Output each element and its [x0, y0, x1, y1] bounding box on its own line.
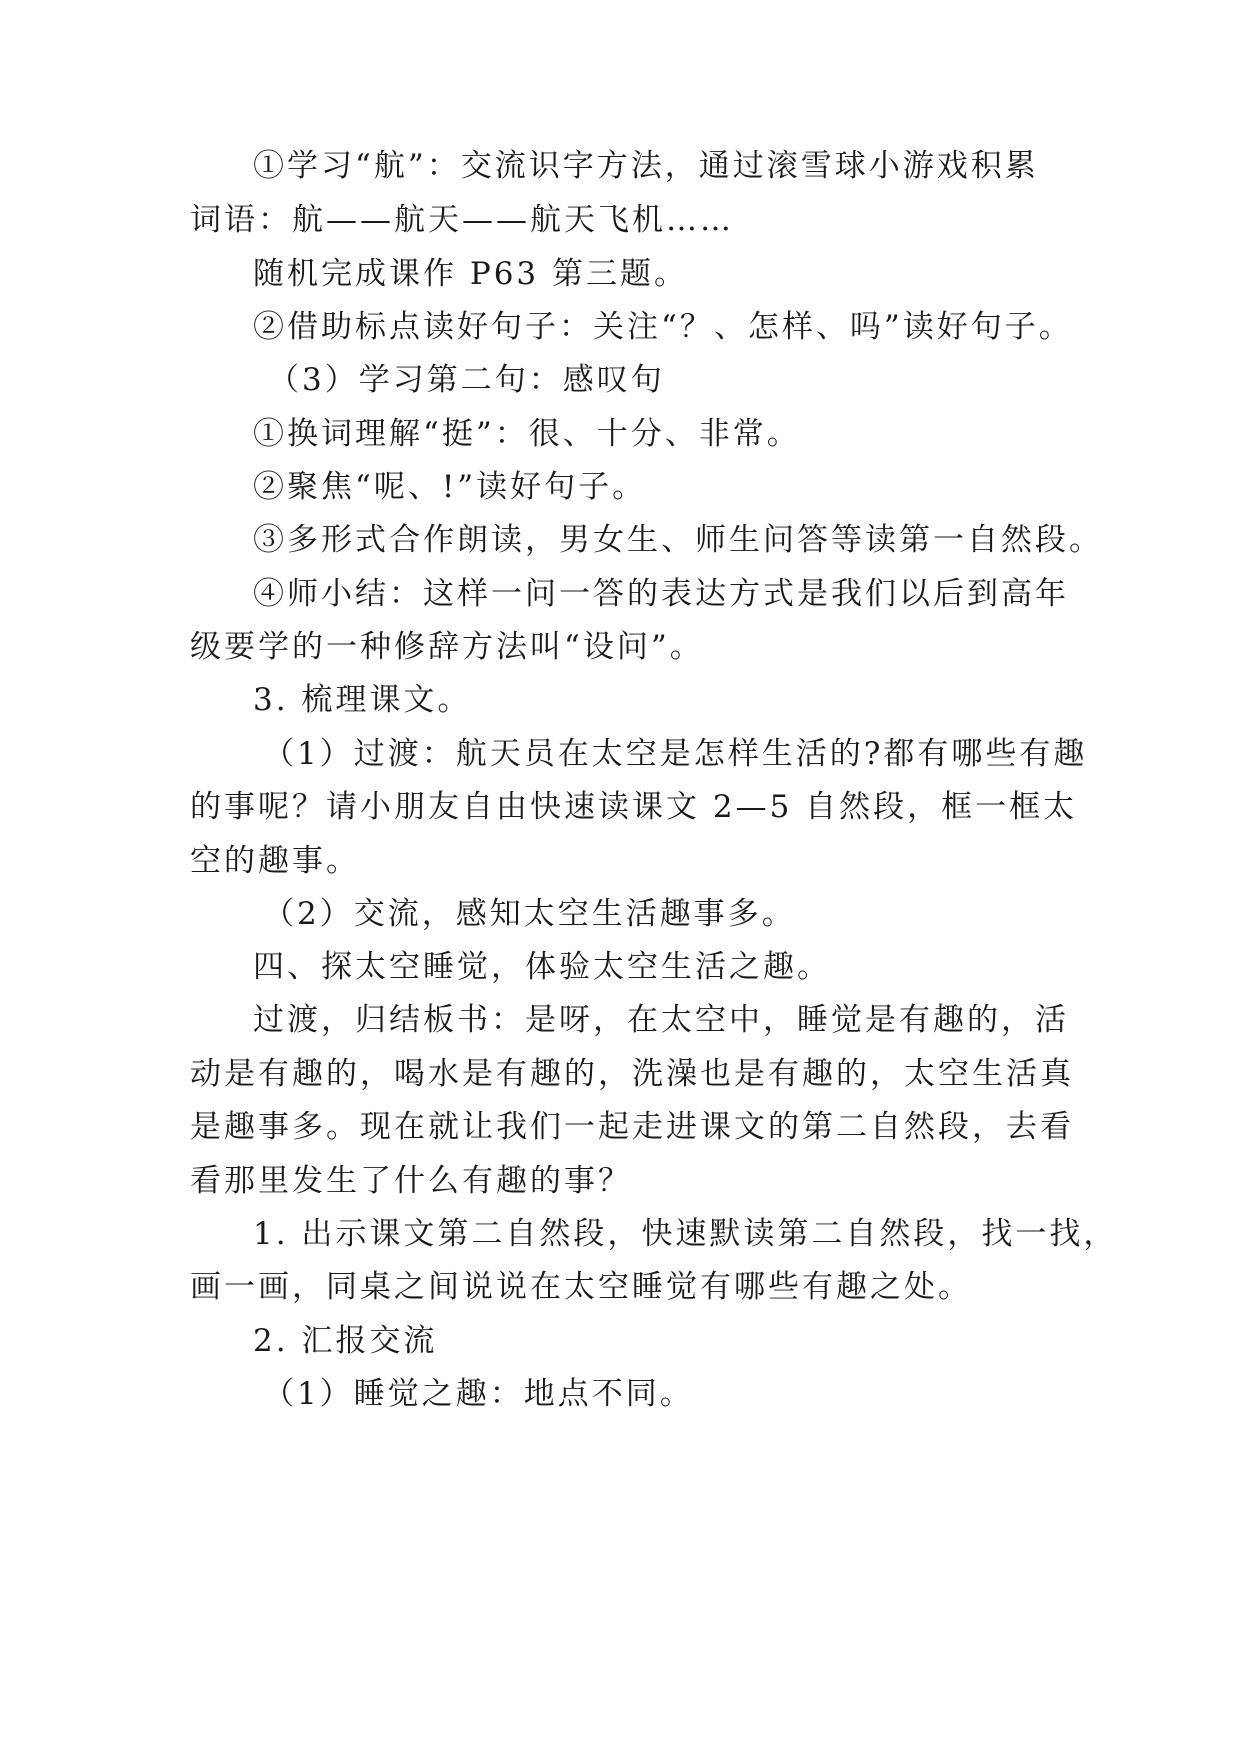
- text-line: ②借助标点读好句子：关注“？、怎样、吗”读好句子。: [253, 309, 1073, 345]
- text-line: 的事呢？请小朋友自由快速读课文 2—5 自然段，框一框太: [190, 789, 1078, 825]
- text-line: 画一画，同桌之间说说在太空睡觉有哪些有趣之处。: [190, 1269, 972, 1305]
- text-line: 动是有趣的，喝水是有趣的，洗澡也是有趣的，太空生活真: [190, 1056, 1074, 1092]
- text-line: 是趣事多。现在就让我们一起走进课文的第二自然段，去看: [190, 1109, 1074, 1145]
- section-heading: 2. 汇报交流: [253, 1323, 438, 1359]
- text-line: （2）交流，感知太空生活趣事多。: [263, 896, 796, 932]
- text-line: 随机完成课作 P63 第三题。: [253, 256, 689, 292]
- text-line: ③多形式合作朗读，男女生、师生问答等读第一自然段。: [253, 522, 1103, 558]
- text-line: （3）学习第二句：感叹句: [268, 362, 665, 398]
- text-line: 过渡，归结板书：是呀，在太空中，睡觉是有趣的，活: [253, 1002, 1069, 1038]
- section-heading: 四、探太空睡觉，体验太空生活之趣。: [253, 949, 831, 985]
- text-line: ②聚焦“呢、!”读好句子。: [253, 469, 647, 505]
- text-line: ①学习“航”：交流识字方法，通过滚雪球小游戏积累: [253, 148, 1039, 184]
- text-line: 看那里发生了什么有趣的事？: [190, 1163, 632, 1199]
- text-line: 级要学的一种修辞方法叫“设问”。: [190, 629, 704, 665]
- text-line: （1）过渡：航天员在太空是怎样生活的?都有哪些有趣: [263, 736, 1088, 772]
- text-line: 1. 出示课文第二自然段，快速默读第二自然段，找一找，: [253, 1216, 1118, 1252]
- text-line: （1）睡觉之趣：地点不同。: [263, 1376, 694, 1412]
- text-line: 空的趣事。: [190, 843, 360, 879]
- text-line: ④师小结：这样一问一答的表达方式是我们以后到高年: [253, 576, 1069, 612]
- section-heading: 3. 梳理课文。: [253, 682, 472, 718]
- text-line: ①换词理解“挺”：很、十分、非常。: [253, 416, 801, 452]
- text-line: 词语：航——航天——航天飞机……: [190, 202, 734, 238]
